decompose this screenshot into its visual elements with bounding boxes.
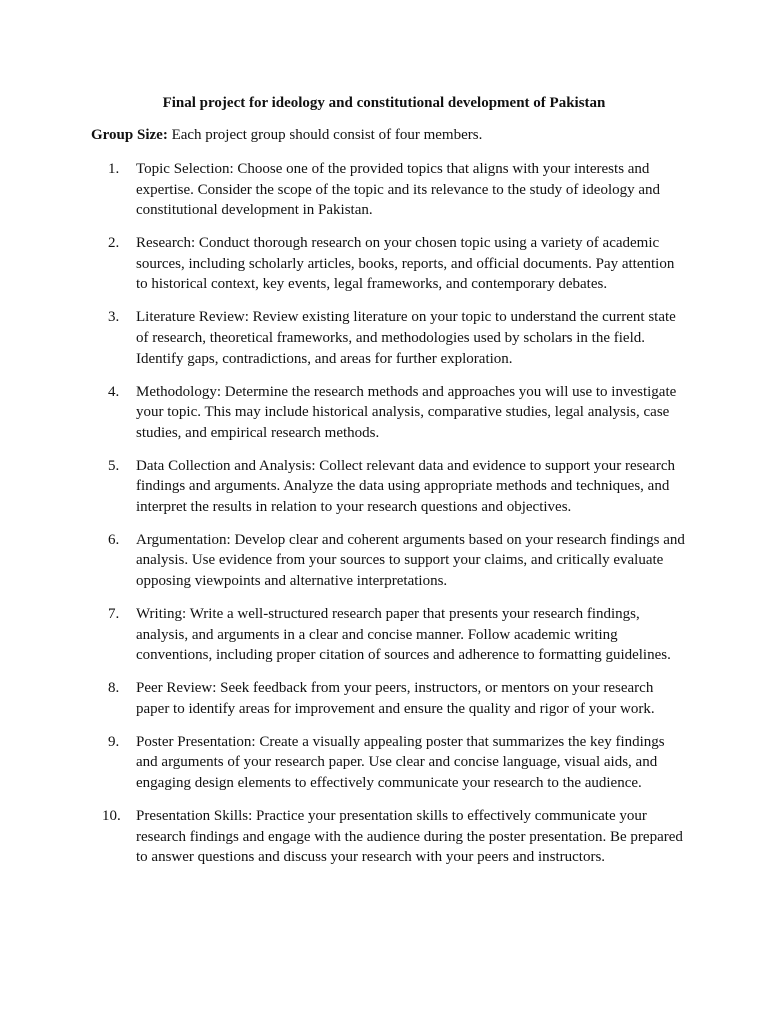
list-item — [108, 604, 688, 666]
list-item-number: 6. — [108, 531, 120, 548]
document-title: Final project for ideology and constitutional development of Pakistan — [162, 95, 606, 111]
list-item — [108, 233, 688, 295]
list-item-number: 9. — [108, 733, 120, 750]
list-item — [108, 456, 688, 518]
list-item-text: Poster Presentation: Create a visually appealing poster that summarizes the key findings and arguments of your research paper. Use clear and concise language, visual aids, and engaging design elements to effectively communicate your research to the audience. — [136, 733, 665, 791]
list-item-number: 8. — [108, 680, 120, 697]
list-item-text: Presentation Skills: Practice your presentation skills to effectively communicate your research findings and engage with the audience during the poster presentation. Be prepared to answer questions and discuss your research with your peers and instructors. — [136, 807, 683, 866]
list-item-text: Methodology: Determine the research methods and approaches you will use to investigate your topic. This may include historical analysis, comparative studies, legal analysis, case studies, and empirical research methods. — [136, 383, 677, 441]
list-item-number: 10. — [102, 807, 121, 824]
list-item-text: Data Collection and Analysis: Collect relevant data and evidence to support your research findings and arguments. Analyze the data using appropriate methods and techniques, and interpret the results in relation to your research questions and objectives. — [136, 457, 675, 515]
list-item — [108, 530, 688, 592]
list-item — [102, 806, 688, 868]
list-item-text: Writing: Write a well-structured research paper that presents your research findings, analysis, and arguments in a clear and concise manner. Follow academic writing conventions, including proper citation of sources and adherence to formatting guidelines. — [136, 606, 671, 664]
list-item-number: 2. — [108, 235, 120, 252]
project-steps-list — [102, 159, 688, 880]
group-size-text: Each project group should consist of four members. — [167, 127, 483, 143]
list-item — [108, 678, 688, 719]
group-size-label: Group Size: — [91, 127, 168, 143]
list-item-number: 5. — [108, 457, 120, 474]
list-item-text: Topic Selection: Choose one of the provided topics that aligns with your interests and expertise. Consider the scope of the topic and its relevance to the study of ideology and constitutional development in Pakistan. — [136, 161, 661, 219]
list-item-text: Argumentation: Develop clear and coherent arguments based on your research findings and analysis. Use evidence from your sources to support your claims, and critically evaluate opposing viewpoints and alternative interpretations. — [136, 531, 685, 590]
group-size-paragraph — [91, 125, 691, 145]
list-item-number: 4. — [108, 383, 120, 400]
list-item-text: Peer Review: Seek feedback from your peers, instructors, or mentors on your research paper to identify areas for improvement and ensure the quality and rigor of your work. — [136, 680, 655, 717]
list-item-text: Literature Review: Review existing literature on your topic to understand the current state of research, theoretical frameworks, and methodologies used by scholars in the field. Identify gaps, contradictions, and areas for further exploration. — [136, 309, 676, 367]
list-item-number: 7. — [108, 606, 120, 623]
list-item-text: Research: Conduct thorough research on your chosen topic using a variety of academic sources, including scholarly articles, books, reports, and official documents. Pay attention to historical context, key events, legal frameworks, and contemporary debates. — [136, 235, 675, 293]
list-item — [108, 159, 688, 221]
list-item — [108, 307, 688, 369]
list-item — [108, 732, 688, 794]
list-item-number: 1. — [108, 161, 120, 177]
list-item — [108, 382, 688, 444]
list-item-number: 3. — [108, 309, 120, 326]
